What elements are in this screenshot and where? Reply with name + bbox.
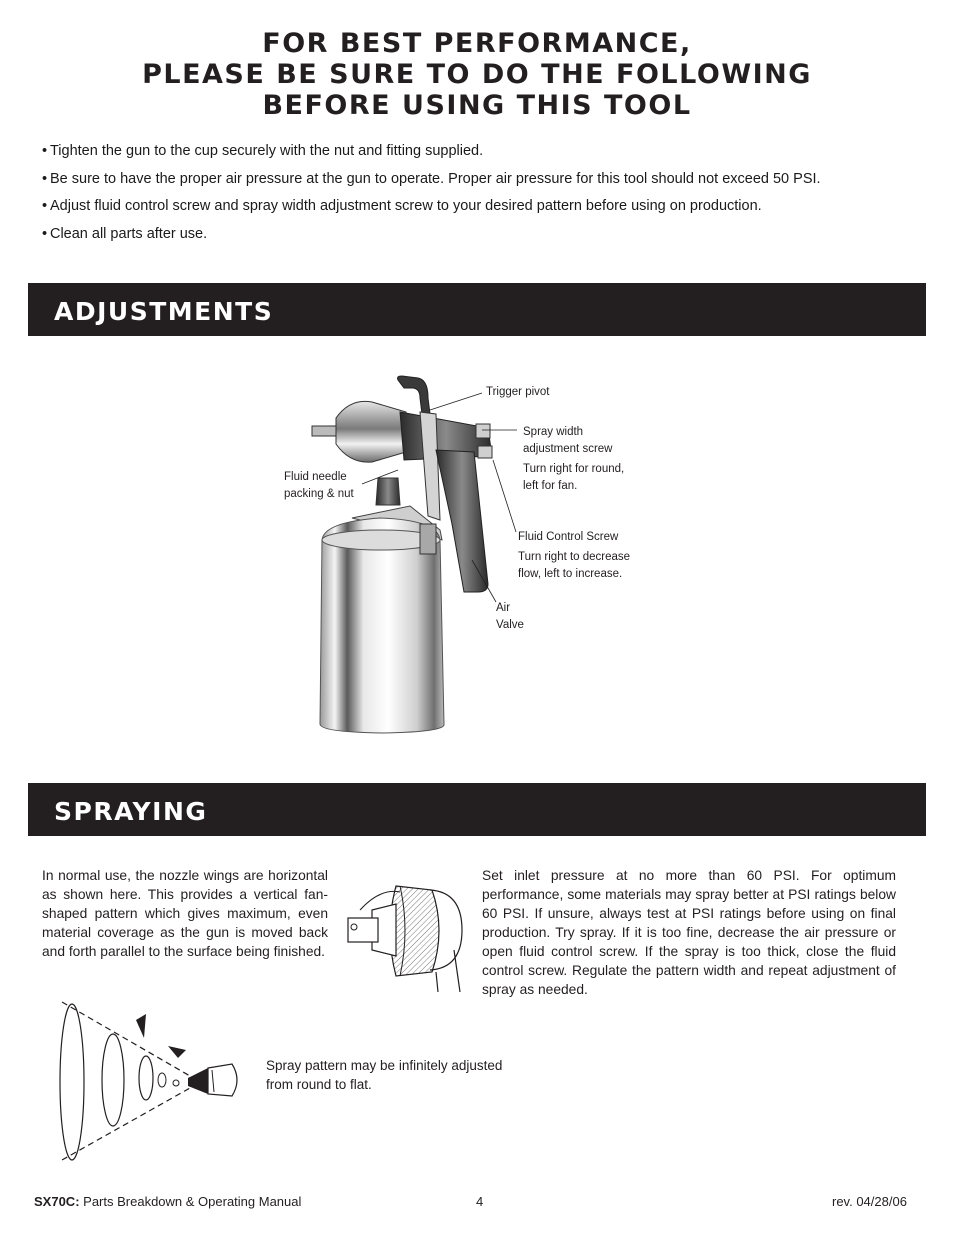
spraying-heading: SPRAYING bbox=[54, 797, 208, 826]
list-item-text: Adjust fluid control screw and spray width adjustment screw to your desired pattern before using on production. bbox=[49, 198, 762, 214]
list-item: • Tighten the gun to the cup securely with the nut and fitting supplied. bbox=[42, 143, 484, 159]
label-line: packing & nut bbox=[284, 488, 354, 500]
caption-line: Spray pattern may be infinitely adjusted bbox=[266, 1058, 503, 1073]
label-line: Valve bbox=[496, 619, 524, 631]
adjustments-heading: ADJUSTMENTS bbox=[54, 297, 274, 326]
footer-doc-title bbox=[34, 1194, 301, 1209]
label-line: Turn right for round, bbox=[523, 463, 625, 475]
label-line: Spray width bbox=[523, 426, 584, 438]
spray-pattern-caption bbox=[266, 1056, 502, 1094]
list-item: • Clean all parts after use. bbox=[42, 225, 208, 242]
title-line-1: FOR BEST PERFORMANCE, bbox=[262, 28, 692, 59]
label-line: flow, left to increase. bbox=[518, 568, 623, 580]
footer-title-text: Parts Breakdown & Operating Manual bbox=[83, 1194, 302, 1209]
title-line-3: BEFORE USING THIS TOOL bbox=[262, 90, 692, 121]
label-line: adjustment screw bbox=[523, 443, 613, 455]
label-line: Turn right to decrease bbox=[518, 551, 631, 563]
spraying-left-paragraph: In normal use, the nozzle wings are horizontal as shown here. This provides a vertical fan-shaped pattern which gives maximum, even material coverage as the gun is moved back and forth parallel to the surface being finished. bbox=[42, 868, 328, 959]
label-fluid-control: Fluid Control Screw bbox=[518, 531, 619, 543]
list-item: • Be sure to have the proper air pressure at the gun to operate. Proper air pressure for this tool should not exceed 50 PSI. bbox=[42, 170, 821, 187]
title-line-2: PLEASE BE SURE TO DO THE FOLLOWING bbox=[142, 59, 812, 90]
footer-page-number: 4 bbox=[476, 1194, 484, 1209]
label-line: Fluid needle bbox=[284, 471, 347, 483]
label-line: left for fan. bbox=[523, 480, 578, 492]
footer-revision: rev. 04/28/06 bbox=[832, 1194, 907, 1209]
label-trigger-pivot: Trigger pivot bbox=[486, 386, 550, 398]
footer-model: SX70C: bbox=[34, 1194, 80, 1209]
label-line: Air bbox=[496, 602, 511, 614]
list-item-text: Tighten the gun to the cup securely with the nut and fitting supplied. bbox=[49, 143, 484, 159]
caption-line: from round to flat. bbox=[266, 1077, 372, 1092]
list-item-text: Clean all parts after use. bbox=[49, 225, 208, 242]
list-item-text: Be sure to have the proper air pressure at the gun to operate. Proper air pressure for this tool should not exceed 50 PSI. bbox=[49, 170, 821, 187]
spraying-right-paragraph: Set inlet pressure at no more than 60 PSI. For optimum performance, some materials may spray better at PSI ratings below 60 PSI. If unsure, always test at PSI ratings before using on final production. Try spray. If it is too fine, decrease the air pressure or open fluid control screw. If the spray is too thick, close the fluid control screw. Regulate the pattern width and repeat adjustment of spray as needed. bbox=[482, 868, 896, 997]
list-item: • Adjust fluid control screw and spray width adjustment screw to your desired pattern before using on production. bbox=[42, 198, 762, 214]
